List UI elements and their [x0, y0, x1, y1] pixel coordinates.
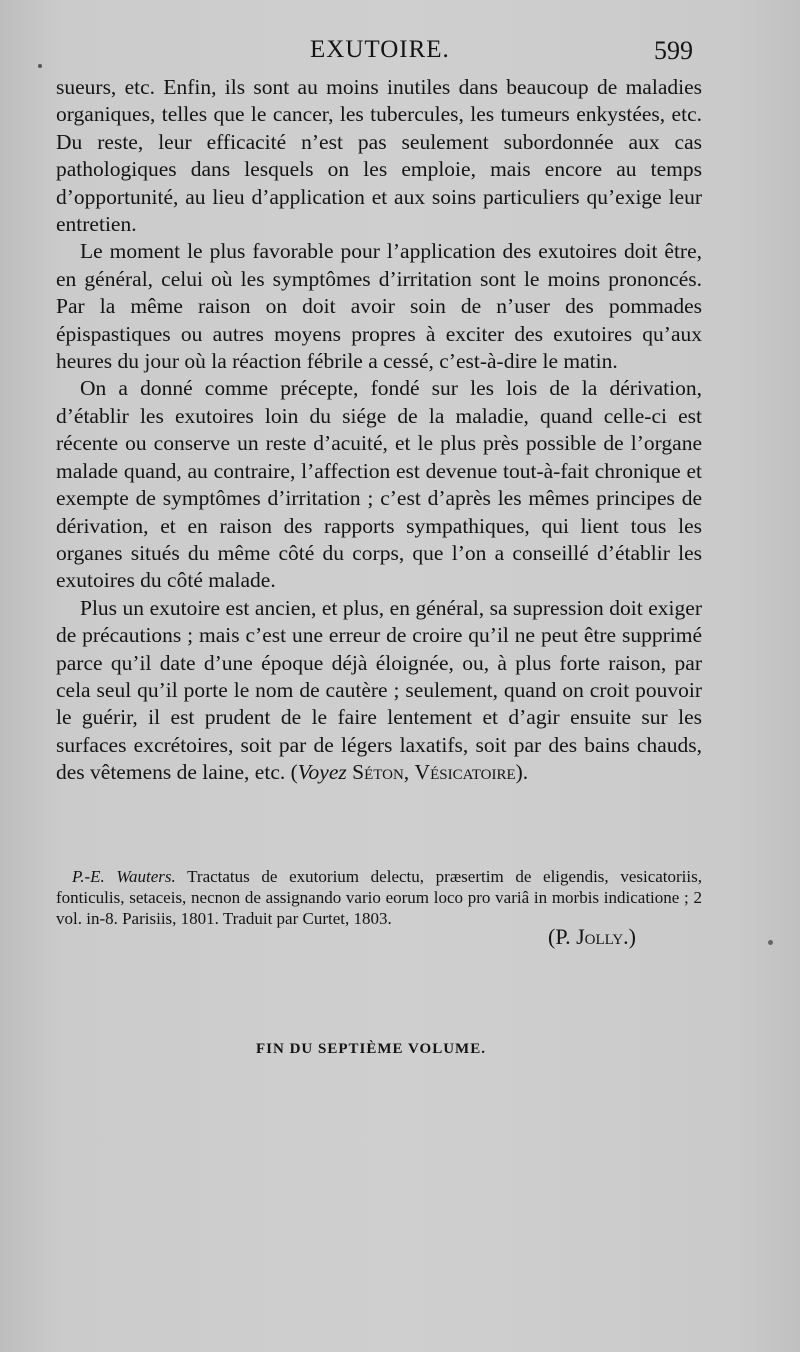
- running-title: EXUTOIRE.: [310, 36, 450, 63]
- article-signature: (P. Jolly.): [548, 924, 636, 949]
- reference-text: Tractatus de exutorium delectu, præsertim de eligendis, vesicatoriis, fonticulis, setaceis, necnon de assignando vario eorum loco pro variâ in morbis indicatione ; 2 vol. in-8. Parisiis, 1801. Traduit par Curtet, 1803.: [56, 867, 702, 928]
- paragraph-with-crossref: [56, 595, 702, 787]
- bibliography-reference: [56, 866, 702, 929]
- end-of-volume-note: FIN DU SEPTIÈME VOLUME.: [256, 1041, 486, 1057]
- reference-author: P.-E. Wauters.: [72, 867, 176, 886]
- crossref-voyez: Voyez: [297, 760, 347, 785]
- body-text: [56, 74, 702, 787]
- paragraph-text: Plus un exutoire est ancien, et plus, en général, sa supression doit exiger de précautions ; mais c’est une erreur de croire qu’il ne peut être supprimé parce qu’il date d’une époque déjà éloignée, ou, à plus forte raison, par cela seul qu’il porte le nom de cautère ; seulement, quand on croit pouvoir le guérir, il est prudent de le faire lentement et d’agir ensuite sur les surfaces excrétoires, soit par de légers laxatifs, soit par des bains chauds, des vêtemens de laine, etc. (: [56, 595, 702, 785]
- crossref-seton: Séton: [352, 760, 404, 785]
- paragraph: sueurs, etc. Enfin, ils sont au moins inutiles dans beaucoup de maladies organiques, telles que le cancer, les tubercules, les tumeurs enkystées, etc. Du reste, leur efficacité n’est pas seulement subordonnée aux cas pathologiques dans lesquels on les emploie, mais encore au temps d’opportunité, au lieu d’application et aux soins particuliers qu’exige leur entretien.: [56, 75, 702, 237]
- speck: [768, 940, 773, 945]
- paragraph: Le moment le plus favorable pour l’application des exutoires doit être, en général, celui où les symptômes d’irritation sont le moins prononcés. Par la même raison on doit avoir soin de n’user des pommades épispastiques ou autres moyens propres à exciter des exutoires qu’aux heures du jour où la réaction fébrile a cessé, c’est-à-dire le matin.: [56, 239, 702, 374]
- paragraph: On a donné comme précepte, fondé sur les lois de la dérivation, d’établir les exutoires loin du siége de la maladie, quand celle-ci est récente ou conserve un reste d’acuité, et le plus près possible de l’organe malade quand, au contraire, l’affection est devenue tout-à-fait chronique et exempte de symptômes d’irritation ; c’est d’après les mêmes principes de dérivation, et en raison des rapports sympathiques, qui lient tous les organes situés du même côté du corps, que l’on a conseillé d’établir les exutoires du côté malade.: [56, 376, 702, 593]
- crossref-vesicatoire: Vésicatoire: [414, 760, 516, 785]
- crossref-close: ).: [515, 760, 529, 785]
- running-head: [0, 36, 800, 66]
- page-number: 599: [654, 36, 693, 65]
- crossref-separator: ,: [403, 760, 415, 785]
